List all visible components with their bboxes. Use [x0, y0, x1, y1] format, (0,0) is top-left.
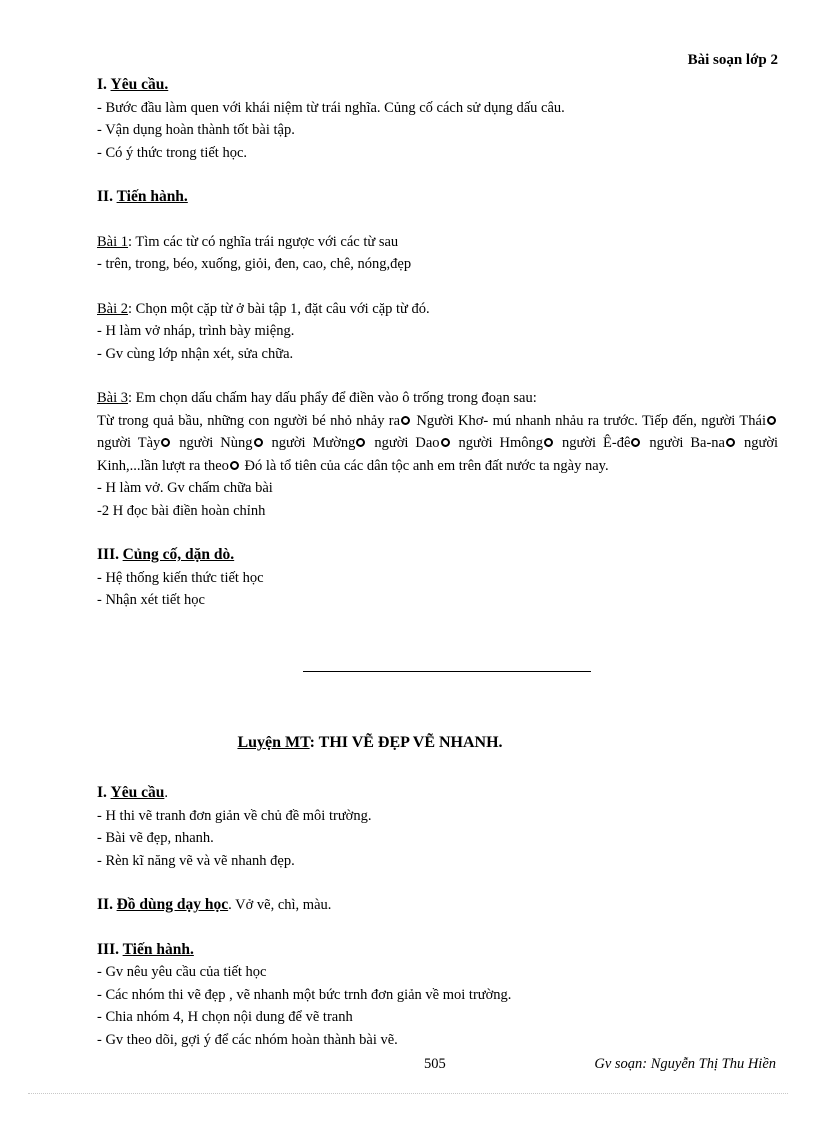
list-item: - Gv nêu yêu cầu của tiết học	[97, 964, 267, 980]
exercise-2	[97, 298, 778, 321]
page-header: Bài soạn lớp 2	[687, 52, 778, 68]
page-number: 505	[424, 1056, 446, 1072]
author-signature: Gv soạn: Nguyễn Thị Thu Hiền	[594, 1056, 776, 1072]
list-item: - Bài vẽ đẹp, nhanh.	[97, 830, 214, 846]
blank-circle-icon	[230, 461, 239, 470]
text-fragment: Người Khơ- mú nhanh nhảu ra trước. Tiếp đến, người Thái	[412, 412, 766, 429]
section-number: II.	[97, 896, 113, 913]
blank-circle-icon	[254, 438, 263, 447]
exercise-label: Bài 2	[97, 300, 129, 317]
list-item: - Vận dụng hoàn thành tốt bài tập.	[97, 122, 295, 138]
list-item: - trên, trong, béo, xuống, giỏi, đen, cao, chê, nóng,đẹp	[97, 256, 412, 272]
list-item: - H làm vở nháp, trình bày miệng.	[97, 323, 295, 339]
page-bottom-border	[28, 1093, 788, 1094]
blank-circle-icon	[441, 438, 450, 447]
list-item: - Hệ thống kiến thức tiết học	[97, 569, 264, 586]
list-item: - Gv cùng lớp nhận xét, sửa chữa.	[97, 345, 294, 362]
section-number: I.	[97, 784, 107, 801]
list-item: - Bước đầu làm quen với khái niệm từ trái nghĩa. Củng cố cách sử dụng dấu câu.	[97, 99, 565, 116]
section-requirements: I. Yêu cầu.	[97, 784, 168, 801]
exercise-3	[97, 387, 778, 410]
title-text: : THI VẼ ĐẸP VẼ NHANH.	[309, 734, 503, 751]
blank-circle-icon	[726, 438, 735, 447]
divider	[303, 671, 591, 672]
list-item: - H làm vở. Gv chấm chữa bài	[97, 480, 273, 496]
section-title: Tiến hành.	[116, 188, 188, 205]
section-title: Yêu cầu.	[110, 76, 169, 93]
section-materials	[97, 894, 778, 917]
lesson-1	[97, 74, 778, 612]
list-item: - Chia nhóm 4, H chọn nội dung để vẽ tranh	[97, 1009, 353, 1025]
list-item: - H thi vẽ tranh đơn giản về chủ đề môi trường.	[97, 807, 372, 824]
lesson-2	[97, 782, 778, 1051]
section-title: Yêu cầu	[110, 784, 165, 801]
text-fragment: người Dao	[367, 435, 440, 451]
exercise-text: : Chọn một cặp từ ở bài tập 1, đặt câu với cặp từ đó.	[128, 300, 430, 317]
blank-circle-icon	[356, 438, 365, 447]
exercise-label: Bài 3	[97, 390, 129, 406]
section-number: II.	[97, 188, 113, 205]
list-item: -2 H đọc bài điền hoàn chỉnh	[97, 502, 266, 519]
text-fragment: người Ba-na	[642, 435, 725, 451]
exercise-1	[97, 231, 778, 254]
section-title: Đồ dùng dạy học	[116, 896, 229, 913]
text-fragment: người Tày	[97, 435, 161, 451]
section-requirements	[97, 74, 778, 97]
section-number: I.	[97, 76, 107, 93]
exercise-text: : Tìm các từ có nghĩa trái ngược với các từ sau	[128, 233, 399, 250]
section-procedure	[97, 186, 778, 209]
section-consolidation	[97, 544, 778, 567]
blank-circle-icon	[544, 438, 553, 447]
blank-circle-icon	[631, 438, 640, 447]
lesson-2-title	[0, 734, 740, 752]
section-procedure	[97, 939, 778, 962]
text-fragment: người Mường	[264, 435, 356, 451]
section-text: . Vở vẽ, chì, màu.	[228, 897, 332, 913]
section-number: III.	[97, 940, 119, 958]
exercise-3-paragraph	[97, 410, 778, 478]
list-item: - Rèn kĩ năng vẽ và vẽ nhanh đẹp.	[97, 852, 295, 869]
exercise-label: Bài 1	[97, 233, 129, 250]
list-item: - Có ý thức trong tiết học.	[97, 144, 248, 161]
list-item: - Các nhóm thi vẽ đẹp , vẽ nhanh một bức trnh đơn giản về moi trường.	[97, 986, 512, 1003]
title-prefix: Luyện MT	[237, 734, 310, 751]
section-number: III.	[97, 546, 119, 563]
list-item: - Nhận xét tiết học	[97, 592, 205, 608]
list-item: - Gv theo dõi, gợi ý để các nhóm hoàn thành bài vẽ.	[97, 1031, 398, 1048]
section-title: Củng cố, dặn dò.	[122, 546, 235, 563]
blank-circle-icon	[401, 416, 410, 425]
blank-circle-icon	[767, 416, 776, 425]
section-title: Tiến hành.	[122, 940, 194, 958]
text-fragment: người Hmông	[451, 435, 544, 451]
blank-circle-icon	[161, 438, 170, 447]
text-fragment: người Ê-đê	[555, 435, 631, 451]
text-fragment: người Nùng	[172, 435, 253, 451]
text-fragment: người Kinh,...lần lượt ra theo	[97, 435, 779, 474]
text-fragment: Đó là tổ tiên của các dân tộc anh em trên đất nước ta ngày nay.	[240, 457, 609, 474]
exercise-text: : Em chọn dấu chấm hay dấu phẩy để điền vào ô trống trong đoạn sau:	[128, 390, 537, 406]
text-fragment: Từ trong quả bầu, những con người bé nhỏ nhảy ra	[97, 412, 401, 429]
